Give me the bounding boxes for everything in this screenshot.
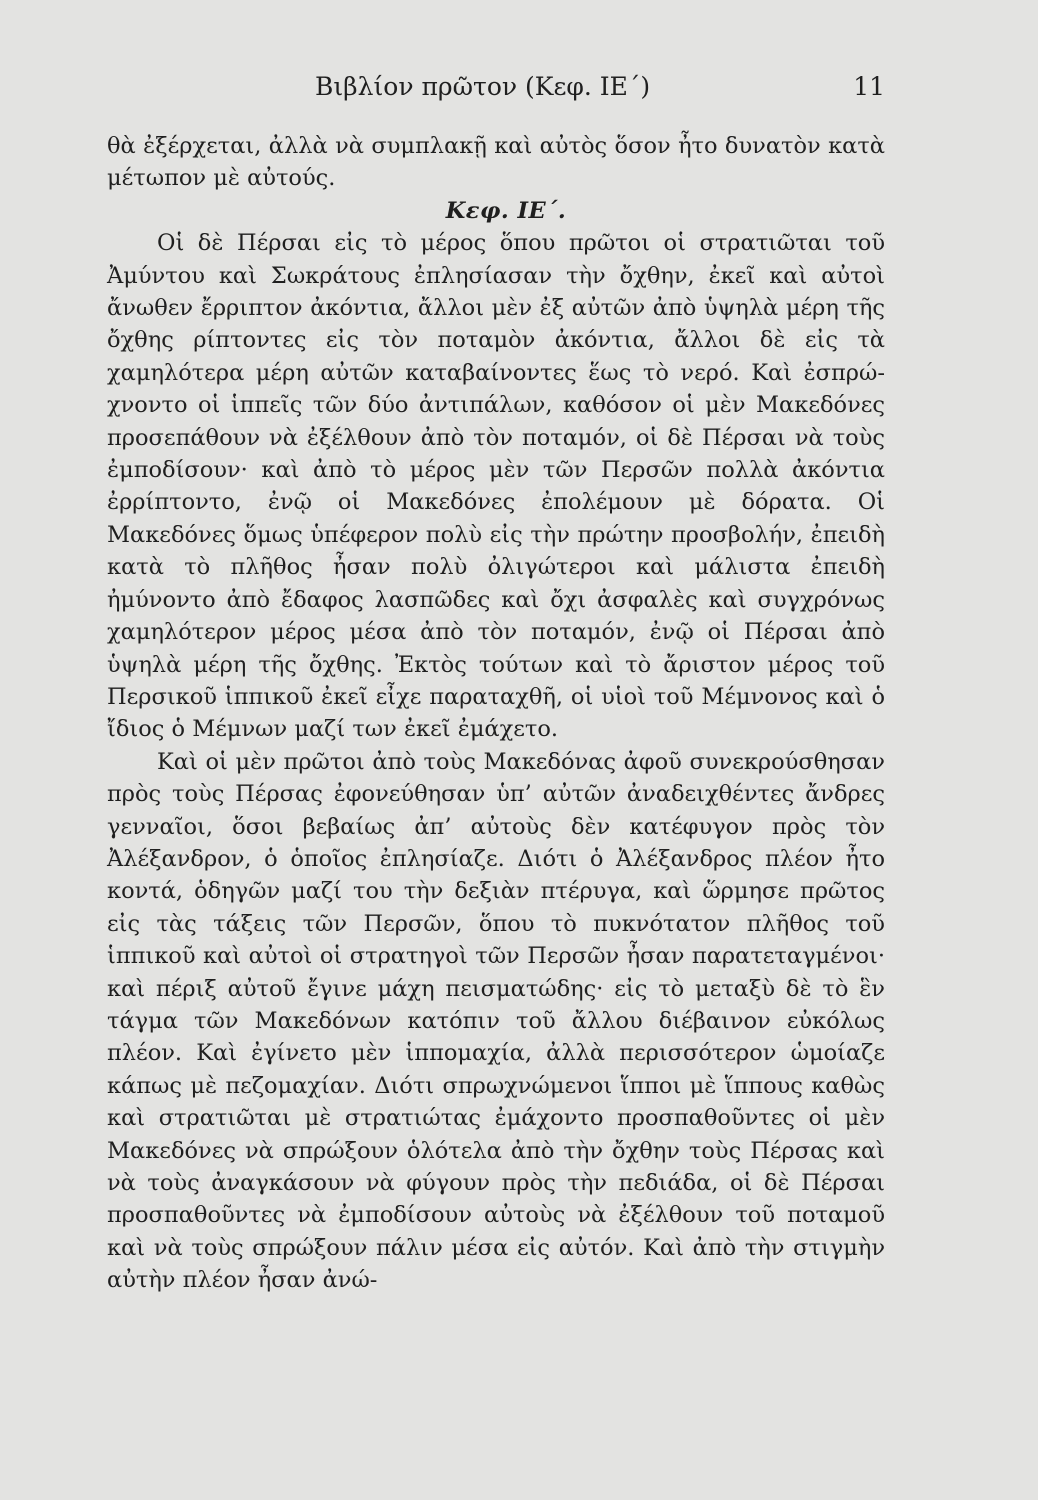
page-number: 11 <box>853 72 885 101</box>
page-header <box>100 72 885 112</box>
body-text <box>107 130 885 1297</box>
paragraph: Οἱ δὲ Πέρσαι εἰς τὸ μέρος ὅπου πρῶτοι οἱ στρατιῶται τοῦ Ἀμύντου καὶ Σωκράτους ἐπλησίασαν τὴν ὄχθην, ἐκεῖ καὶ αὐτοὶ ἄνωθεν ἔρριπτον ἀκόντια, ἄλλοι μὲν ἐξ αὐτῶν ἀπὸ ὑψηλὰ μέρη τῆς ὄχθης ρίπτοντες εἰς τὸν ποταμὸν ἀκόντια, ἄλλοι δὲ εἰς τὰ χαμηλότερα μέρη αὐτῶν καταβαίνοντες ἕως τὸ νερό. Καὶ ἐσπρώχνοντο οἱ ἱππεῖς τῶν δύο ἀντιπάλων, καθόσον οἱ μὲν Μακεδόνες προσεπάθουν νὰ ἐξέλθουν ἀπὸ τὸν ποταμόν, οἱ δὲ Πέρσαι νὰ τοὺς ἐμποδίσουν· καὶ ἀπὸ τὸ μέρος μὲν τῶν Περσῶν πολλὰ ἀκόντια ἐρρίπτοντο, ἐνῷ οἱ Μακεδόνες ἐπολέμουν μὲ δόρατα. Οἱ Μακεδόνες ὅμως ὑπέφερον πολὺ εἰς τὴν πρώτην προσβολήν, ἐπειδὴ κατὰ τὸ πλῆθος ἦσαν πολὺ ὀλιγώτεροι καὶ μάλιστα ἐπειδὴ ἠμύνοντο ἀπὸ ἔδαφος λασπῶδες καὶ ὄχι ἀσφαλὲς καὶ συγχρόνως χαμηλότερον μέρος μέσα ἀπὸ τὸν ποταμόν, ἐνῷ οἱ Πέρσαι ἀπὸ ὑψηλὰ μέρη τῆς ὄχθης. Ἐκτὸς τούτων καὶ τὸ ἄριστον μέρος τοῦ Περσικοῦ ἱππικοῦ ἐκεῖ εἶχε παραταχθῆ, οἱ υἱοὶ τοῦ Μέμνονος καὶ ὁ ἴδιος ὁ Μέμνων μαζί των ἐκεῖ ἐμάχετο. <box>107 230 885 743</box>
chapter-heading: Κεφ. ΙΕ΄. <box>445 197 567 224</box>
paragraph: Καὶ οἱ μὲν πρῶτοι ἀπὸ τοὺς Μακεδόνας ἀφοῦ συνεκρούσθησαν πρὸς τοὺς Πέρσας ἐφονεύθησαν ὑπ’ αὐτῶν ἀναδειχθέντες ἄνδρες γενναῖοι, ὅσοι βεβαίως ἀπ’ αὐτοὺς δὲν κατέφυγον πρὸς τὸν Ἀλέξανδρον, ὁ ὁποῖος ἐπλησίαζε. Διότι ὁ Ἀλέξανδρος πλέον ἦτο κοντά, ὁδηγῶν μαζί του τὴν δεξιὰν πτέρυγα, καὶ ὥρμησε πρῶτος εἰς τὰς τάξεις τῶν Περσῶν, ὅπου τὸ πυκνότατον πλῆθος τοῦ ἱππικοῦ καὶ αὐτοὶ οἱ στρατηγοὶ τῶν Περσῶν ἦσαν παρατεταγμένοι· καὶ πέριξ αὐτοῦ ἔγινε μάχη πεισματώδης· εἰς τὸ μεταξὺ δὲ τὸ ἓν τάγμα τῶν Μακεδόνων κατόπιν τοῦ ἄλλου διέβαινον εὐκόλως πλέον. Καὶ ἐγίνετο μὲν ἱππομαχία, ἀλλὰ περισσότερον ὡμοίαζε κάπως μὲ πεζομαχίαν. Διότι σπρωχνώμενοι ἵπποι μὲ ἵππους καθὼς καὶ στρατιῶται μὲ στρατιώτας ἐμάχοντο προσπαθοῦντες οἱ μὲν Μακεδόνες νὰ σπρώξουν ὁλότελα ἀπὸ τὴν ὄχθην τοὺς Πέρσας καὶ νὰ τοὺς ἀναγκάσουν νὰ φύγουν πρὸς τὴν πεδιάδα, οἱ δὲ Πέρσαι προσπαθοῦντες νὰ ἐμποδίσουν αὐτοὺς νὰ ἐξέλθουν τοῦ ποταμοῦ καὶ νὰ τοὺς σπρώξουν πάλιν μέσα εἰς αὐτόν. Καὶ ἀπὸ τὴν στιγμὴν αὐτὴν πλέον ἦσαν ἀνώ- <box>107 748 885 1294</box>
opening-paragraph: θὰ ἐξέρχεται, ἀλλὰ νὰ συμπλακῇ καὶ αὐτὸς ὅσον ἦτο δυνατὸν κατὰ μέτωπον μὲ αὐτούς. <box>107 133 885 192</box>
running-title: Βιβλίον πρῶτον (Κεφ. ΙΕ΄) <box>315 72 651 101</box>
